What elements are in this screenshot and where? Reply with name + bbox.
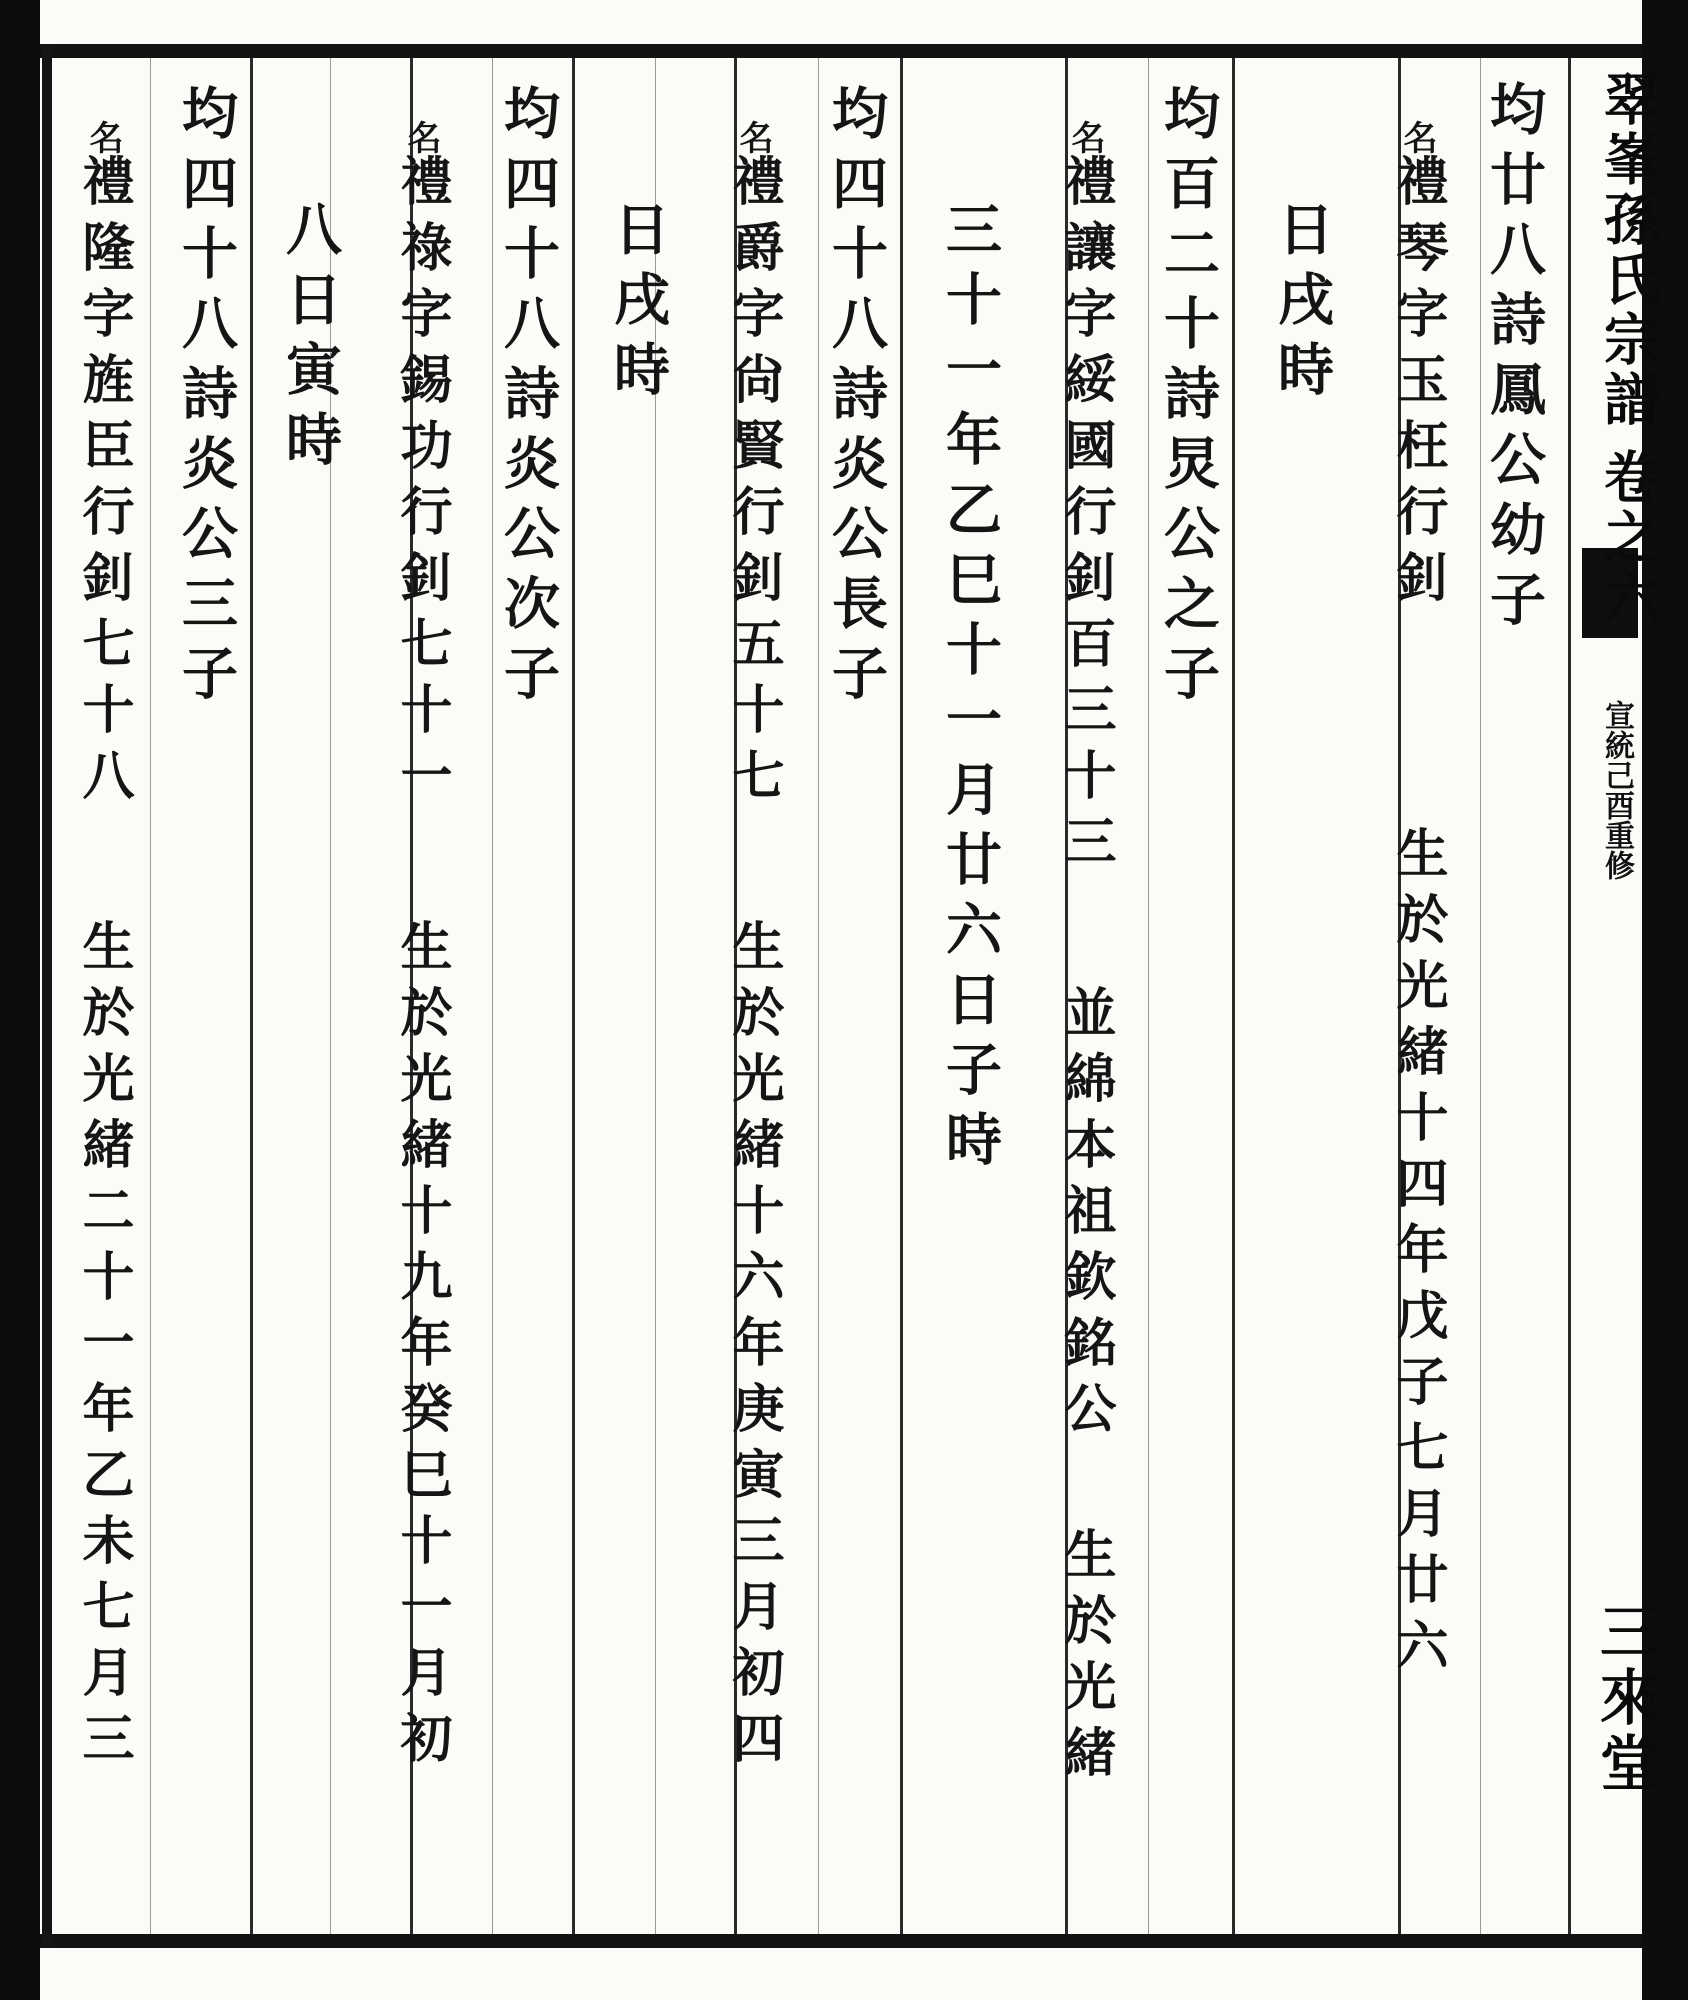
genealogy-column [716, 120, 791, 1777]
genealogy-column: 三十一年乙巳十一月廿六日子時 [937, 200, 1003, 1180]
name-marker: 名 [401, 120, 441, 154]
frame-bottom-border [40, 1934, 1642, 1948]
margin-divider-line [1568, 58, 1571, 1934]
scan-edge-left [0, 0, 40, 2000]
hall-name: 三來堂 [1590, 1600, 1660, 1798]
genealogy-column: 八日寅時 [277, 200, 343, 480]
name-marker: 名 [733, 120, 773, 154]
volume-label: 卷之六 [1595, 448, 1661, 628]
frame-left-border [42, 44, 52, 1948]
person-name-entry: 禮爵字尙賢行釗五十七 [723, 154, 784, 814]
edition-note: 宣統己酉重修 [1599, 700, 1634, 880]
birth-record: 生於光緒十四年戊子七月廿六 [1387, 826, 1448, 1684]
genealogy-column [1380, 120, 1455, 1684]
genealogy-column [384, 120, 459, 1777]
column-divider-line [900, 58, 903, 1934]
genealogy-column: 均百二十詩炅公之子 [1155, 84, 1221, 714]
genealogy-column: 均廿八詩鳳公幼子 [1481, 80, 1547, 640]
genealogy-column: 均四十八詩炎公長子 [823, 84, 889, 714]
column-divider-line [150, 58, 151, 1934]
person-name-entry: 禮祿字錫功行釗七十一 [391, 154, 452, 814]
column-divider-line [572, 58, 575, 1934]
name-marker: 名 [1397, 120, 1437, 154]
frame-top-border [40, 44, 1642, 58]
ancestor-note: 並綿本祖欽銘公 [1055, 985, 1116, 1447]
person-name-entry: 禮琴字玉枉行釗 [1387, 154, 1448, 616]
person-name-entry: 禮隆字旌臣行釗七十八 [73, 154, 134, 814]
genealogy-column: 均四十八詩炎公次子 [495, 84, 561, 714]
genealogy-column: 均四十八詩炎公三子 [173, 84, 239, 714]
genealogy-column: 日戌時 [1269, 200, 1335, 410]
genealogy-column [66, 120, 141, 1777]
birth-record: 生於光緒十六年庚寅三月初四 [723, 919, 784, 1777]
column-divider-line [1232, 58, 1235, 1934]
birth-record: 生於光緒 [1055, 1527, 1116, 1791]
name-marker: 名 [1065, 120, 1105, 154]
birth-record: 生於光緒二十一年乙未七月三 [73, 919, 134, 1777]
genealogy-column: 日戌時 [605, 200, 671, 410]
name-marker: 名 [83, 120, 123, 154]
column-divider-line [250, 58, 253, 1934]
person-name-entry: 禮讓字綏國行釗百三十三 [1055, 154, 1116, 880]
birth-record: 生於光緒十九年癸巳十一月初 [391, 919, 452, 1777]
genealogy-column [1048, 120, 1123, 1791]
book-title: 翠峯孫氏宗譜卷之六 [1595, 70, 1661, 628]
